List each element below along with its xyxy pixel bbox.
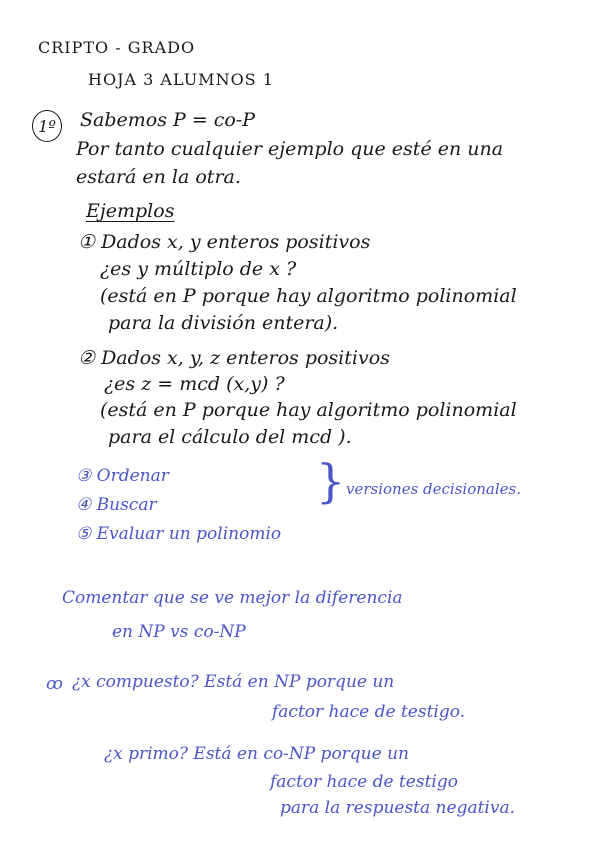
- exercise-line: Por tanto cualquier ejemplo que esté en una: [76, 138, 504, 160]
- examples-heading: Ejemplos: [86, 200, 175, 222]
- composite-line: factor hace de testigo.: [272, 702, 466, 722]
- example-line: para el cálculo del mcd ).: [108, 426, 352, 448]
- prime-line: para la respuesta negativa.: [280, 798, 515, 818]
- comment-line: Comentar que se ve mejor la diferencia: [62, 588, 403, 608]
- course-title: CRIPTO - GRADO: [38, 38, 196, 57]
- example-line: ② Dados x, y, z enteros positivos: [78, 347, 390, 369]
- example-line: (está en P porque hay algoritmo polinomial: [100, 399, 517, 421]
- blue-list-item: ④ Buscar: [76, 495, 157, 515]
- blue-list-item: ③ Ordenar: [76, 466, 169, 486]
- example-line: ① Dados x, y enteros positivos: [78, 231, 371, 253]
- exercise-line: estará en la otra.: [76, 166, 241, 188]
- example-line: ¿es y múltiplo de x ?: [100, 258, 297, 280]
- prime-line: factor hace de testigo: [270, 772, 458, 792]
- exercise-number: 1º: [32, 110, 62, 142]
- example-line: para la división entera).: [108, 312, 339, 334]
- example-line: ¿es z = mcd (x,y) ?: [104, 373, 285, 395]
- prime-line: ¿x primo? Está en co-NP porque un: [104, 744, 409, 764]
- blue-list-item: ⑤ Evaluar un polinomio: [76, 524, 282, 544]
- comment-line: en NP vs co-NP: [112, 622, 246, 642]
- exercise-line: Sabemos P = co-P: [80, 109, 256, 131]
- scribble-mark: ꝏ: [46, 674, 63, 694]
- sheet-title: HOJA 3 ALUMNOS 1: [88, 70, 274, 89]
- brace-mark: }: [316, 454, 346, 508]
- composite-line: ¿x compuesto? Está en NP porque un: [72, 672, 395, 692]
- bracket-label: versiones decisionales.: [346, 480, 521, 498]
- example-line: (está en P porque hay algoritmo polinomial: [100, 285, 517, 307]
